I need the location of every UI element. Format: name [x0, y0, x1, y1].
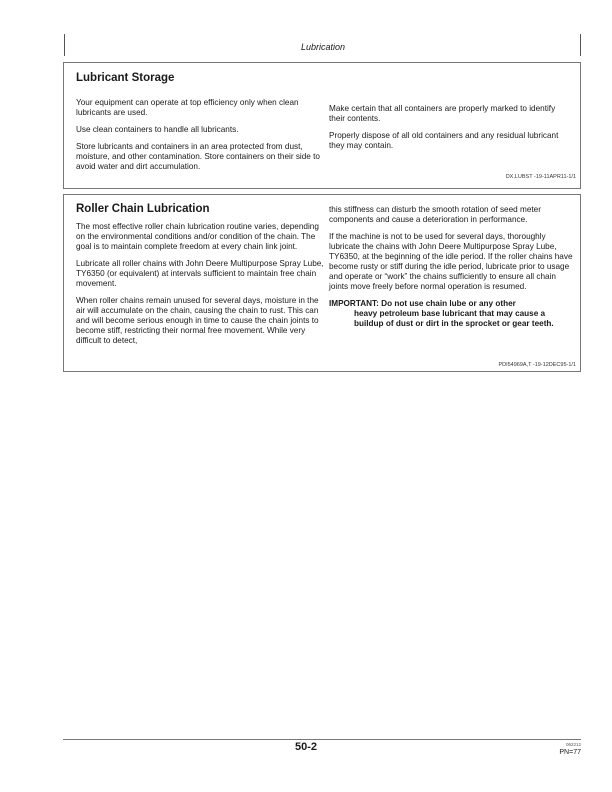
footer-rule: [63, 739, 581, 740]
right-column: [329, 205, 574, 329]
page-number: 50-2: [294, 741, 318, 753]
running-header: Lubrication: [300, 42, 346, 52]
page-pn: PN=77: [559, 749, 581, 756]
paragraph: Properly dispose of all old containers and any residual lubricant they may contain.: [329, 131, 559, 150]
paragraph: this stiffness can disturb the smooth rotation of seed meter components and cause a deterioration in performance.: [329, 205, 541, 224]
section-title: Lubricant Storage: [76, 72, 175, 84]
important-label: IMPORTANT:: [329, 299, 379, 308]
paragraph: Your equipment can operate at top efficiency only when clean lubricants are used.: [76, 98, 299, 117]
left-column: [76, 222, 326, 353]
footer-code: 062212: [565, 742, 581, 747]
paragraph: Make certain that all containers are properly marked to identify their contents.: [329, 104, 556, 123]
paragraph: Use clean containers to handle all lubricants.: [76, 125, 239, 134]
roller-chain-section: [63, 194, 581, 372]
right-column: [329, 104, 569, 158]
paragraph: When roller chains remain unused for several days, moisture in the air will accumulate on the chain, causing the chain to rust. This can and will become serious enough in time to cause the chain joints to become stiff, restricting their normal free movement. While very difficult to detect,: [76, 296, 319, 345]
section-title: Roller Chain Lubrication: [76, 203, 210, 215]
reference-code: DX,LUBST -19-11APR11-1/1: [505, 174, 576, 180]
paragraph: The most effective roller chain lubrication routine varies, depending on the environmental conditions and/or condition of the chain. The goal is to maintain complete freedom at every chain link joint.: [76, 222, 319, 251]
left-column: [76, 98, 322, 179]
important-text-first: Do not use chain lube or any other: [381, 299, 516, 308]
important-text-rest: heavy petroleum base lubricant that may cause a buildup of dust or dirt in the sprocket or gear teeth.: [354, 309, 554, 328]
important-notice: [329, 299, 574, 329]
lubricant-storage-section: [63, 62, 581, 189]
reference-code: PDI54969A,T -19-12DEC95-1/1: [498, 362, 576, 368]
paragraph: Store lubricants and containers in an area protected from dust, moisture, and other contamination. Store containers on their side to avoid water and dirt accumulation.: [76, 142, 320, 171]
paragraph: If the machine is not to be used for several days, thoroughly lubricate the chains with John Deere Multipurpose Spray Lube, TY6350, at the beginning of the idle period. If the roller chains have become rusty or stiff during the idle period, lubricate prior to usage and operate or “work” the chains sufficiently to ensure all chain joints move freely before normal operation is resumed.: [329, 232, 573, 291]
paragraph: Lubricate all roller chains with John Deere Multipurpose Spray Lube, TY6350 (or equivalent) at intervals sufficient to maintain free chain movement.: [76, 259, 324, 288]
